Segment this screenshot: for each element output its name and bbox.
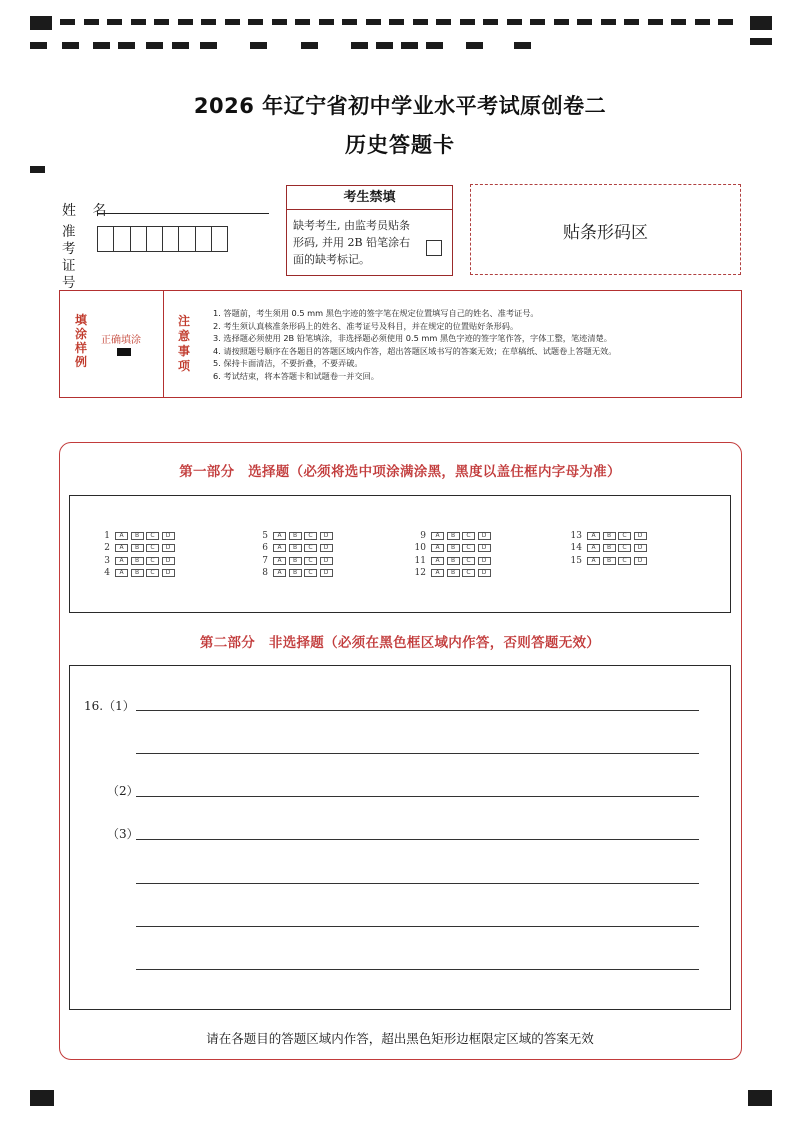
attention-item: 4. 请按照题号顺序在各题目的答题区域内作答，超出答题区域书写的答案无效；在草稿纸、试题卷上答题无效。 [213, 345, 617, 356]
timing-mark [154, 19, 169, 25]
answer-line[interactable] [136, 753, 699, 754]
timing-mark [554, 19, 569, 25]
option-bubble-d[interactable]: D [162, 569, 175, 577]
option-bubble-b[interactable]: B [603, 544, 616, 552]
timing-mark [648, 19, 663, 25]
option-bubble-d[interactable]: D [634, 557, 647, 565]
option-bubble-d[interactable]: D [478, 557, 491, 565]
timing-mark [460, 19, 475, 25]
choice-question-row [414, 555, 493, 567]
option-bubble-b[interactable]: B [447, 557, 460, 565]
ticket-digit-box[interactable] [162, 226, 179, 252]
option-bubble-b[interactable]: B [289, 557, 302, 565]
timing-mark [295, 19, 310, 25]
answer-line[interactable] [136, 796, 699, 797]
question-number: 14 [570, 543, 582, 554]
answer-line[interactable] [136, 839, 699, 840]
absent-panel-text: 缺考考生, 由监考员贴条形码, 并用 2B 铅笔涂右面的缺考标记。 [293, 219, 411, 266]
part1-title: 第一部分 选择题（必须将选中项涂满涂黑，黑度以盖住框内字母为准） [179, 464, 621, 480]
name-label: 姓 名 [62, 203, 113, 219]
timing-mark [30, 42, 47, 49]
timing-mark [601, 19, 616, 25]
option-bubble-c[interactable]: C [304, 532, 317, 540]
option-bubble-d[interactable]: D [320, 532, 333, 540]
option-bubble-a[interactable]: A [115, 557, 128, 565]
question-number: 5 [262, 531, 268, 542]
option-bubble-d[interactable]: D [634, 544, 647, 552]
timing-mark [514, 42, 531, 49]
option-bubble-c[interactable]: C [146, 532, 159, 540]
ticket-number-boxes [97, 226, 227, 252]
choice-question-row [570, 542, 649, 554]
choice-question-row [570, 530, 649, 542]
option-bubble-d[interactable]: D [478, 544, 491, 552]
attention-list [213, 307, 616, 383]
question-16-3-label: （3） [107, 827, 139, 841]
timing-mark [530, 19, 545, 25]
option-bubble-d[interactable]: D [320, 544, 333, 552]
question-number: 2 [104, 543, 110, 554]
option-bubble-d[interactable]: D [162, 544, 175, 552]
question-number: 1 [104, 531, 110, 542]
answer-line[interactable] [136, 926, 699, 927]
timing-mark [577, 19, 592, 25]
ticket-digit-box[interactable] [211, 226, 228, 252]
option-bubble-c[interactable]: C [462, 544, 475, 552]
timing-mark [62, 42, 79, 49]
option-bubble-d[interactable]: D [320, 569, 333, 577]
timing-mark [750, 38, 772, 45]
attention-item: 3. 选择题必须使用 2B 铅笔填涂，非选择题必须使用 0.5 mm 黑色字迹的签字笔作答，字体工整，笔迹清楚。 [213, 333, 612, 344]
question-column [570, 530, 649, 567]
timing-mark [200, 42, 217, 49]
notice-divider [163, 291, 164, 397]
timing-mark [401, 42, 418, 49]
option-bubble-c[interactable]: C [304, 569, 317, 577]
option-bubble-b[interactable]: B [131, 544, 144, 552]
timing-mark [695, 19, 710, 25]
choice-question-row [414, 567, 493, 579]
option-bubble-c[interactable]: C [304, 544, 317, 552]
option-bubble-c[interactable]: C [618, 544, 631, 552]
question-number: 7 [262, 555, 268, 566]
timing-mark [30, 166, 45, 173]
choice-question-row [98, 530, 177, 542]
barcode-area[interactable] [470, 184, 741, 275]
timing-mark [351, 42, 368, 49]
timing-mark [624, 19, 639, 25]
choice-question-row [414, 542, 493, 554]
option-bubble-b[interactable]: B [289, 569, 302, 577]
option-bubble-b[interactable]: B [131, 532, 144, 540]
timing-mark [436, 19, 451, 25]
exam-title: 2026 年辽宁省初中学业水平考试原创卷二 [193, 94, 607, 118]
option-bubble-b[interactable]: B [603, 557, 616, 565]
option-bubble-c[interactable]: C [146, 557, 159, 565]
ticket-digit-box[interactable] [195, 226, 212, 252]
timing-mark [93, 42, 110, 49]
timing-mark [366, 19, 381, 25]
option-bubble-c[interactable]: C [304, 557, 317, 565]
fill-example-swatch [117, 348, 131, 356]
timing-mark [201, 19, 216, 25]
option-bubble-a[interactable]: A [115, 544, 128, 552]
option-bubble-c[interactable]: C [618, 532, 631, 540]
timing-mark [671, 19, 686, 25]
timing-mark [413, 19, 428, 25]
choice-question-row [256, 555, 335, 567]
option-bubble-a[interactable]: A [431, 569, 444, 577]
timing-mark [30, 16, 52, 30]
choice-question-row [98, 542, 177, 554]
timing-mark [131, 19, 146, 25]
footer-warning: 请在各题目的答题区域内作答，超出黑色矩形边框限定区域的答案无效 [206, 1031, 594, 1046]
option-bubble-a[interactable]: A [587, 544, 600, 552]
question-number: 15 [570, 555, 582, 566]
question-number: 4 [104, 568, 110, 579]
fill-example-label: 正确填涂 [101, 335, 141, 346]
option-bubble-b[interactable]: B [289, 532, 302, 540]
option-bubble-b[interactable]: B [289, 544, 302, 552]
question-number: 10 [414, 543, 426, 554]
question-number: 3 [104, 555, 110, 566]
absent-mark-panel [286, 185, 453, 276]
choice-question-row [98, 555, 177, 567]
answer-line[interactable] [136, 710, 699, 711]
ticket-digit-box[interactable] [113, 226, 130, 252]
option-bubble-a[interactable]: A [273, 544, 286, 552]
timing-mark [748, 1090, 772, 1106]
option-bubble-b[interactable]: B [447, 544, 460, 552]
option-bubble-d[interactable]: D [634, 532, 647, 540]
timing-mark [319, 19, 334, 25]
question-16-label: 16.（1） [84, 699, 135, 713]
timing-mark [107, 19, 122, 25]
absent-panel-title: 考生禁填 [287, 186, 452, 210]
option-bubble-a[interactable]: A [273, 569, 286, 577]
timing-mark [389, 19, 404, 25]
answer-line[interactable] [136, 883, 699, 884]
option-bubble-c[interactable]: C [146, 569, 159, 577]
question-16-2-label: （2） [107, 784, 139, 798]
timing-mark [225, 19, 240, 25]
timing-mark [172, 42, 189, 49]
option-bubble-c[interactable]: C [618, 557, 631, 565]
card-subtitle: 历史答题卡 [345, 133, 455, 157]
notice-panel [59, 290, 742, 398]
attention-item: 2. 考生须认真核准条形码上的姓名、准考证号及科目，并在规定的位置贴好条形码。 [213, 320, 519, 331]
option-bubble-a[interactable]: A [587, 557, 600, 565]
question-column [256, 530, 335, 579]
part2-title: 第二部分 非选择题（必须在黑色框区域内作答，否则答题无效） [199, 635, 601, 651]
option-bubble-c[interactable]: C [462, 569, 475, 577]
timing-mark [301, 42, 318, 49]
question-number: 6 [262, 543, 268, 554]
barcode-label: 贴条形码区 [563, 223, 648, 243]
timing-mark [376, 42, 393, 49]
choice-question-row [414, 530, 493, 542]
timing-mark [60, 19, 75, 25]
question-column [414, 530, 493, 579]
timing-mark [718, 19, 733, 25]
option-bubble-b[interactable]: B [131, 569, 144, 577]
option-bubble-a[interactable]: A [587, 532, 600, 540]
timing-mark [466, 42, 483, 49]
option-bubble-b[interactable]: B [447, 569, 460, 577]
question-number: 13 [570, 531, 582, 542]
attention-item: 5. 保持卡面清洁，不要折叠，不要弄破。 [213, 358, 363, 369]
timing-mark [272, 19, 287, 25]
option-bubble-a[interactable]: A [431, 544, 444, 552]
attention-title: 注意事项 [178, 314, 191, 373]
choice-question-row [98, 567, 177, 579]
choice-answer-box [69, 495, 731, 613]
timing-mark [118, 42, 135, 49]
option-bubble-b[interactable]: B [603, 532, 616, 540]
name-input-line[interactable] [97, 213, 269, 214]
ticket-digit-box[interactable] [97, 226, 114, 252]
absent-checkbox[interactable] [426, 240, 442, 256]
ticket-digit-box[interactable] [130, 226, 147, 252]
attention-item: 6. 考试结束，将本答题卡和试题卷一并交回。 [213, 370, 379, 381]
ticket-number-label: 准 考 证 号 [62, 224, 80, 291]
ticket-digit-box[interactable] [146, 226, 163, 252]
option-bubble-d[interactable]: D [478, 569, 491, 577]
option-bubble-a[interactable]: A [115, 569, 128, 577]
attention-item: 1. 答题前，考生须用 0.5 mm 黑色字迹的签字笔在规定位置填写自己的姓名、准考证号。 [213, 308, 539, 318]
choice-question-row [256, 530, 335, 542]
option-bubble-d[interactable]: D [162, 557, 175, 565]
ticket-digit-box[interactable] [178, 226, 195, 252]
option-bubble-a[interactable]: A [431, 532, 444, 540]
question-column [98, 530, 177, 579]
option-bubble-a[interactable]: A [273, 532, 286, 540]
timing-mark [507, 19, 522, 25]
option-bubble-b[interactable]: B [131, 557, 144, 565]
timing-mark [750, 16, 772, 30]
timing-mark [84, 19, 99, 25]
question-number: 11 [414, 555, 426, 566]
timing-mark [146, 42, 163, 49]
option-bubble-d[interactable]: D [320, 557, 333, 565]
option-bubble-a[interactable]: A [273, 557, 286, 565]
fill-example-title: 填涂样例 [75, 313, 88, 369]
option-bubble-c[interactable]: C [462, 532, 475, 540]
option-bubble-c[interactable]: C [146, 544, 159, 552]
timing-mark [248, 19, 263, 25]
timing-mark [483, 19, 498, 25]
option-bubble-d[interactable]: D [478, 532, 491, 540]
option-bubble-b[interactable]: B [447, 532, 460, 540]
timing-mark [342, 19, 357, 25]
option-bubble-a[interactable]: A [431, 557, 444, 565]
choice-question-row [256, 567, 335, 579]
choice-question-row [570, 555, 649, 567]
timing-mark [30, 1090, 54, 1106]
option-bubble-d[interactable]: D [162, 532, 175, 540]
timing-mark [250, 42, 267, 49]
question-number: 9 [420, 531, 426, 542]
written-answer-box [69, 665, 731, 1010]
question-number: 12 [414, 568, 426, 579]
question-number: 8 [262, 568, 268, 579]
option-bubble-a[interactable]: A [115, 532, 128, 540]
timing-mark [426, 42, 443, 49]
option-bubble-c[interactable]: C [462, 557, 475, 565]
choice-question-row [256, 542, 335, 554]
timing-mark [178, 19, 193, 25]
answer-line[interactable] [136, 969, 699, 970]
